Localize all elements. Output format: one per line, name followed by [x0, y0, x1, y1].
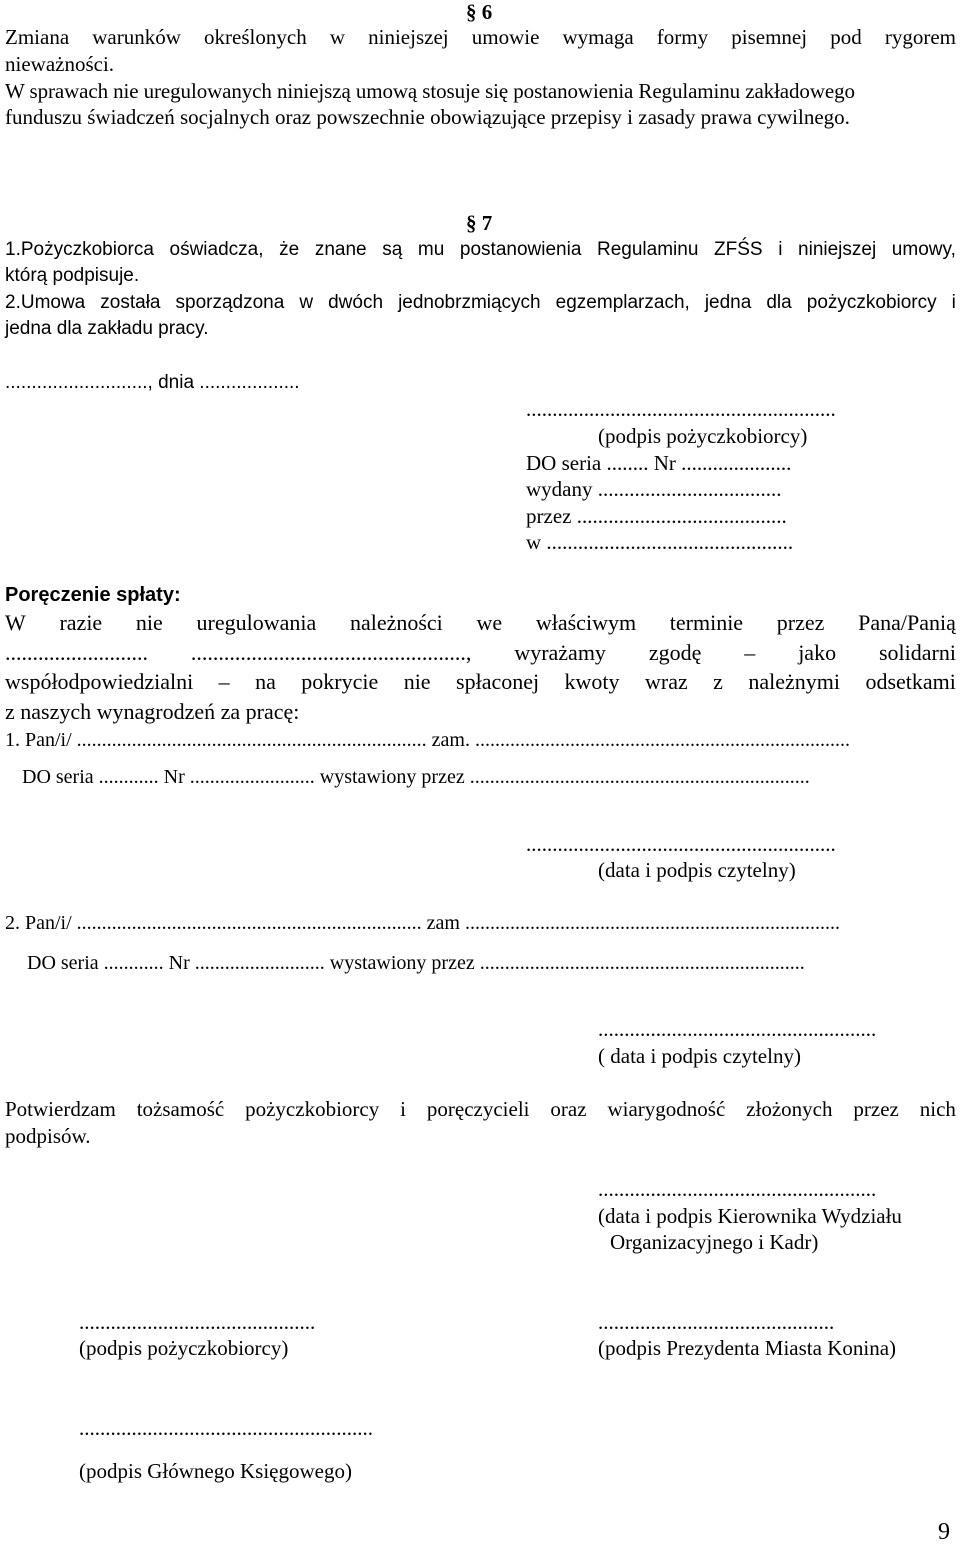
word: Zmiana	[5, 25, 70, 49]
word: jednobrzmiących	[398, 292, 541, 313]
word: formy	[656, 25, 709, 49]
word: znane	[314, 239, 367, 260]
word: pokrycie	[301, 669, 379, 694]
section-6-paragraph-2-line-2: funduszu świadczeń socjalnych oraz powszechnie obowiązujące przepisy i zasady prawa cywilnego.	[5, 105, 850, 129]
word: kwoty	[564, 669, 620, 694]
word: odsetkami	[865, 669, 956, 694]
word: dwóch	[328, 292, 384, 313]
word: i	[400, 1097, 406, 1121]
word: ZFŚS	[714, 239, 763, 260]
word: rygorem	[884, 25, 956, 49]
word: i	[778, 239, 783, 260]
word: nie	[403, 669, 431, 694]
confirmation-line-1	[5, 1099, 956, 1120]
guarantee-title: Poręczenie spłaty:	[5, 584, 181, 606]
word: umowie	[471, 25, 540, 49]
guarantee-line-3	[5, 671, 956, 693]
section-6-paragraph-1-line-1	[5, 27, 956, 48]
word: pisemnej	[731, 25, 808, 49]
word: Potwierdzam	[5, 1097, 116, 1121]
borrower-issued-in-line: w ...............................................	[526, 530, 794, 554]
word: pożyczkobiorcy	[806, 292, 937, 313]
word: warunków	[92, 25, 181, 49]
word: z	[713, 669, 723, 694]
section-6-heading: § 6	[466, 0, 493, 24]
word: została	[100, 292, 161, 313]
borrower-issued-line: wydany ...................................	[526, 477, 782, 501]
word: egzemplarzach,	[555, 292, 690, 313]
final-borrower-signature-dots: .............................................	[79, 1310, 316, 1334]
word: niniejszej	[798, 239, 877, 260]
section-7-item-2-line-2: jedna dla zakładu pracy.	[5, 318, 209, 339]
head-signature-label-line-2: Organizacyjnego i Kadr)	[610, 1230, 819, 1254]
confirmation-line-2: podpisów.	[5, 1124, 91, 1148]
borrower-signature-label: (podpis pożyczkobiorcy)	[598, 424, 808, 448]
word: tożsamość	[136, 1097, 225, 1121]
word: spłaconej	[456, 669, 540, 694]
word: nie	[135, 610, 163, 635]
guarantor-1-line: 1. Pan/i/ ...................................................................... zam. ...........................................................................	[5, 729, 850, 751]
word: mu	[417, 239, 445, 260]
word: są	[382, 239, 403, 260]
section-7-item-1-line-1	[5, 240, 956, 259]
word: pożyczkobiorcy	[245, 1097, 380, 1121]
word: w	[299, 292, 314, 313]
word: wraz	[644, 669, 688, 694]
section-7-item-2-line-1	[5, 293, 956, 312]
mayor-signature-label: (podpis Prezydenta Miasta Konina)	[598, 1336, 897, 1360]
section-7-item-1-line-2: którą podpisuje.	[5, 265, 140, 286]
guarantor-2-line: 2. Pan/i/ ..................................................................... zam ...........................................................................	[5, 912, 840, 934]
guarantor-1-id-line: DO seria ............ Nr ......................... wystawiony przez ....................................................................	[22, 766, 810, 788]
guarantor-1-signature-dots: ...........................................................	[526, 832, 836, 856]
mayor-signature-dots: .............................................	[598, 1310, 835, 1334]
guarantor-2-signature-label: ( data i podpis czytelny)	[598, 1044, 801, 1068]
accountant-signature-label: (podpis Głównego Księgowego)	[79, 1459, 352, 1483]
word: złożonych	[746, 1097, 833, 1121]
guarantor-1-signature-label: (data i podpis czytelny)	[598, 858, 796, 882]
head-signature-label-line-1: (data i podpis Kierownika Wydziału	[598, 1204, 902, 1228]
section-6-paragraph-2-line-1: W sprawach nie uregulowanych niniejszą umową stosuje się postanowienia Regulaminu zakładowego	[5, 79, 855, 103]
word: 2.Umowa	[5, 292, 86, 313]
guarantor-2-id-line: DO seria ............ Nr .......................... wystawiony przez .................................................................	[27, 952, 805, 974]
section-7-heading: § 7	[466, 211, 493, 235]
word: postanowienia	[459, 239, 582, 260]
word: zgodę	[648, 640, 702, 665]
word: uregulowania	[196, 610, 317, 635]
word: nich	[919, 1097, 956, 1121]
word: właściwym	[535, 610, 637, 635]
word: oświadcza,	[169, 239, 264, 260]
word: terminie	[669, 610, 744, 635]
word: Pana/Panią	[858, 610, 956, 635]
word: Regulaminu	[597, 239, 699, 260]
word: W	[5, 610, 26, 635]
final-borrower-signature-label: (podpis pożyczkobiorcy)	[79, 1336, 289, 1360]
word: 1.Pożyczkobiorca	[5, 239, 154, 260]
word: ..........................	[5, 640, 148, 665]
word: pod	[830, 25, 862, 49]
word: jako	[798, 640, 837, 665]
word: współodpowiedzialni	[5, 669, 194, 694]
word: sporządzona	[175, 292, 285, 313]
page-number: 9	[938, 1519, 950, 1545]
word: oraz	[550, 1097, 587, 1121]
word: należnymi	[748, 669, 841, 694]
word: że	[279, 239, 300, 260]
word: umowy,	[891, 239, 956, 260]
guarantee-line-1	[5, 612, 956, 634]
word: wyrażamy	[514, 640, 606, 665]
word: wymaga	[562, 25, 634, 49]
word: –	[744, 640, 756, 665]
accountant-signature-dots: ........................................................	[79, 1416, 373, 1440]
word: –	[218, 669, 230, 694]
word: wiarygodność	[607, 1097, 726, 1121]
guarantor-2-signature-dots: .....................................................	[598, 1017, 877, 1041]
borrower-issued-by-line: przez ........................................	[526, 504, 787, 528]
word: w	[329, 25, 345, 49]
word: dla	[766, 292, 792, 313]
word: należności	[349, 610, 443, 635]
word: niniejszej	[368, 25, 449, 49]
word: poręczycieli	[426, 1097, 530, 1121]
word: we	[476, 610, 503, 635]
head-signature-dots: .....................................................	[598, 1177, 877, 1201]
guarantee-line-2	[5, 642, 956, 664]
borrower-signature-dots: ...........................................................	[526, 397, 836, 421]
guarantee-line-4: z naszych wynagrodzeń za pracę:	[5, 699, 300, 724]
section-6-paragraph-1-line-2: nieważności.	[5, 52, 115, 76]
word: solidarni	[878, 640, 956, 665]
borrower-id-line: DO seria ........ Nr .....................	[526, 451, 792, 475]
place-date-line: ..........................., dnia ...................	[5, 372, 300, 393]
word: i	[951, 292, 956, 313]
word: na	[255, 669, 276, 694]
word: przez	[776, 610, 825, 635]
word: ..................................................,	[190, 640, 472, 665]
word: razie	[59, 610, 103, 635]
word: określonych	[204, 25, 307, 49]
word: jedna	[704, 292, 752, 313]
word: przez	[853, 1097, 899, 1121]
